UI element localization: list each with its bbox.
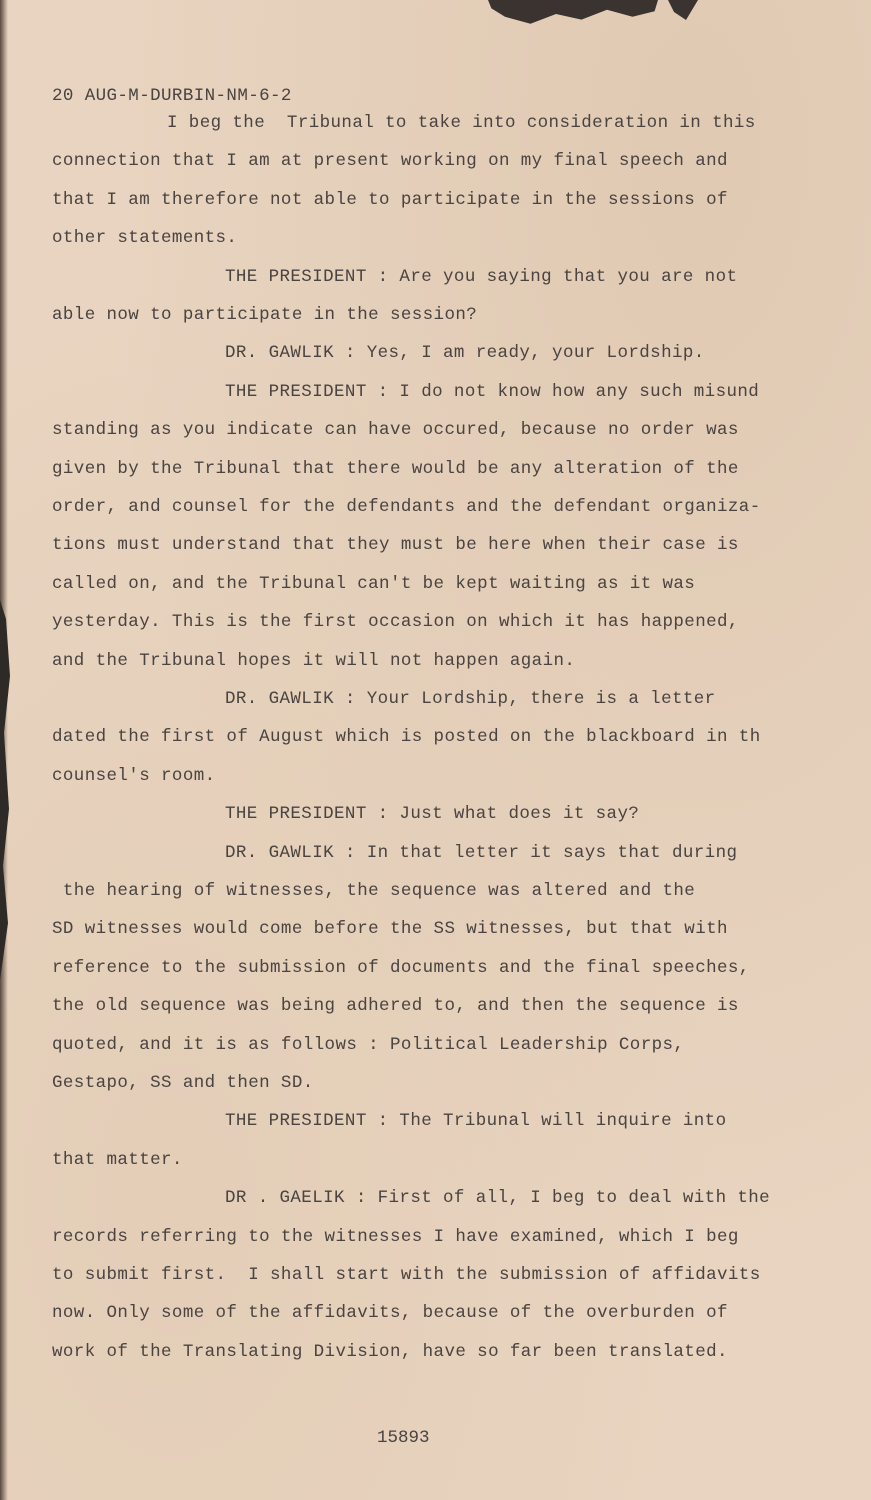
page-header: 20 AUG-M-DURBIN-NM-6-2 — [52, 86, 292, 106]
torn-paper-edge-small — [668, 0, 698, 20]
transcript-line: other statements. — [52, 228, 238, 249]
transcript-line: called on, and the Tribunal can't be kept waiting as it was — [52, 573, 696, 594]
transcript-line: work of the Translating Division, have so far been translated. — [52, 1341, 728, 1362]
page-number: 15893 — [377, 1428, 430, 1448]
transcript-line: DR. GAWLIK : Your Lordship, there is a letter — [225, 689, 716, 709]
torn-paper-edge — [488, 0, 658, 28]
transcript-line: order, and counsel for the defendants and the defendant organiza- — [52, 497, 761, 517]
transcript-line: connection that I am at present working on my final speech and — [52, 151, 728, 172]
transcript-line: I beg the Tribunal to take into consideration in this — [167, 113, 756, 133]
transcript-line: the old sequence was being adhered to, and then the sequence is — [52, 996, 739, 1017]
transcript-line: DR . GAELIK : First of all, I beg to deal with the — [225, 1188, 771, 1209]
transcript-line: THE PRESIDENT : The Tribunal will inquire into — [225, 1111, 727, 1132]
transcript-line: SD witnesses would come before the SS witnesses, but that with — [52, 919, 728, 940]
transcript-line: DR. GAWLIK : In that letter it says that during — [225, 842, 738, 863]
transcript-line: to submit first. I shall start with the submission of affidavits — [52, 1265, 761, 1285]
transcript-line: given by the Tribunal that there would be any alteration of the — [52, 458, 739, 479]
transcript-line: tions must understand that they must be here when their case is — [52, 535, 739, 556]
transcript-line: DR. GAWLIK : Yes, I am ready, your Lordship. — [225, 343, 705, 364]
transcript-line: Gestapo, SS and then SD. — [52, 1073, 314, 1093]
transcript-line: dated the first of August which is posted on the blackboard in th — [52, 727, 761, 748]
transcript-line: that I am therefore not able to participate in the sessions of — [52, 189, 728, 210]
transcript-line: THE PRESIDENT : I do not know how any such misund — [225, 381, 760, 402]
transcript-line: THE PRESIDENT : Are you saying that you are not — [225, 266, 738, 287]
transcript-line: now. Only some of the affidavits, because of the overburden of — [52, 1303, 728, 1324]
transcript-line: quoted, and it is as follows : Political Leadership Corps, — [52, 1034, 685, 1055]
transcript-line: counsel's room. — [52, 765, 216, 786]
transcript-line: the hearing of witnesses, the sequence was altered and the — [52, 881, 696, 901]
transcript-line: reference to the submission of documents and the final speeches, — [52, 957, 750, 978]
transcript-line: standing as you indicate can have occured, because no order was — [52, 420, 739, 441]
transcript-line: records referring to the witnesses I have examined, which I beg — [52, 1226, 739, 1247]
transcript-line: able now to participate in the session? — [52, 305, 478, 325]
transcript-line: that matter. — [52, 1149, 183, 1170]
transcript-line: THE PRESIDENT : Just what does it say? — [225, 804, 640, 825]
transcript-line: and the Tribunal hopes it will not happen again. — [52, 650, 576, 671]
left-edge-tear — [0, 600, 10, 980]
transcript-line: yesterday. This is the first occasion on which it has happened, — [52, 612, 739, 633]
